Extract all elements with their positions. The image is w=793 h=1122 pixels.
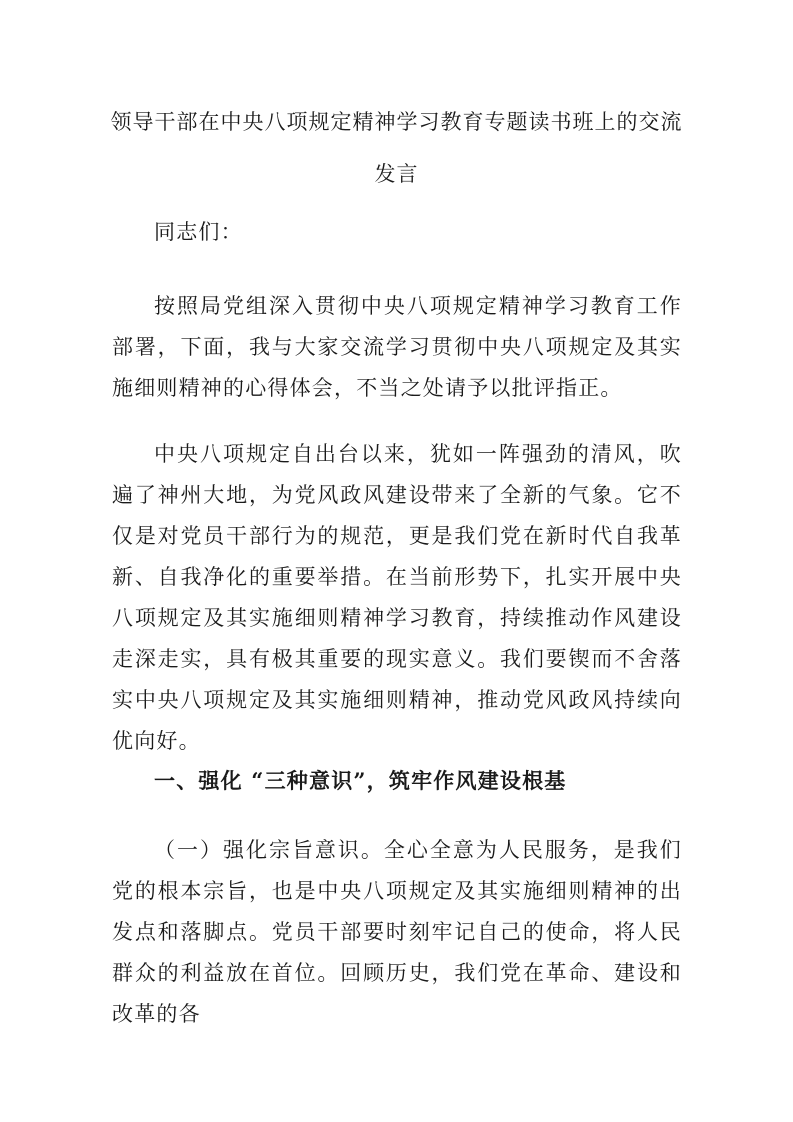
salutation: 同志们：	[154, 220, 243, 244]
paragraph-background: 中央八项规定自出台以来，犹如一阵强劲的清风，吹遍了神州大地，为党风政风建设带来了全新的气象。它不仅是对党员干部行为的规范，更是我们党在新时代自我革新、自我净化的重要举措。在当前形势下，扎实开展中央八项规定及其实施细则精神学习教育，持续推动作风建设走深走实，具有极其重要的现实意义。我们要锲而不舍落实中央八项规定及其实施细则精神，推动党风政风持续向优向好。	[112, 442, 682, 753]
section-heading: 一、强化 “三种意识”，筑牢作风建设根基	[154, 768, 567, 793]
document-title: 领导干部在中央八项规定精神学习教育专题读书班上的交流发言	[110, 110, 683, 186]
section-paragraph: （一）强化宗旨意识。全心全意为人民服务，是我们党的根本宗旨，也是中央八项规定及其实施细则精神的出发点和落脚点。党员干部要时刻牢记自己的使命，将人民群众的利益放在首位。回顾历史，我们党在革命、建设和改革的各	[112, 838, 682, 1026]
paragraph-intro: 按照局党组深入贯彻中央八项规定精神学习教育工作部署，下面，我与大家交流学习贯彻中央八项规定及其实施细则精神的心得体会，不当之处请予以批评指正。	[112, 294, 682, 400]
